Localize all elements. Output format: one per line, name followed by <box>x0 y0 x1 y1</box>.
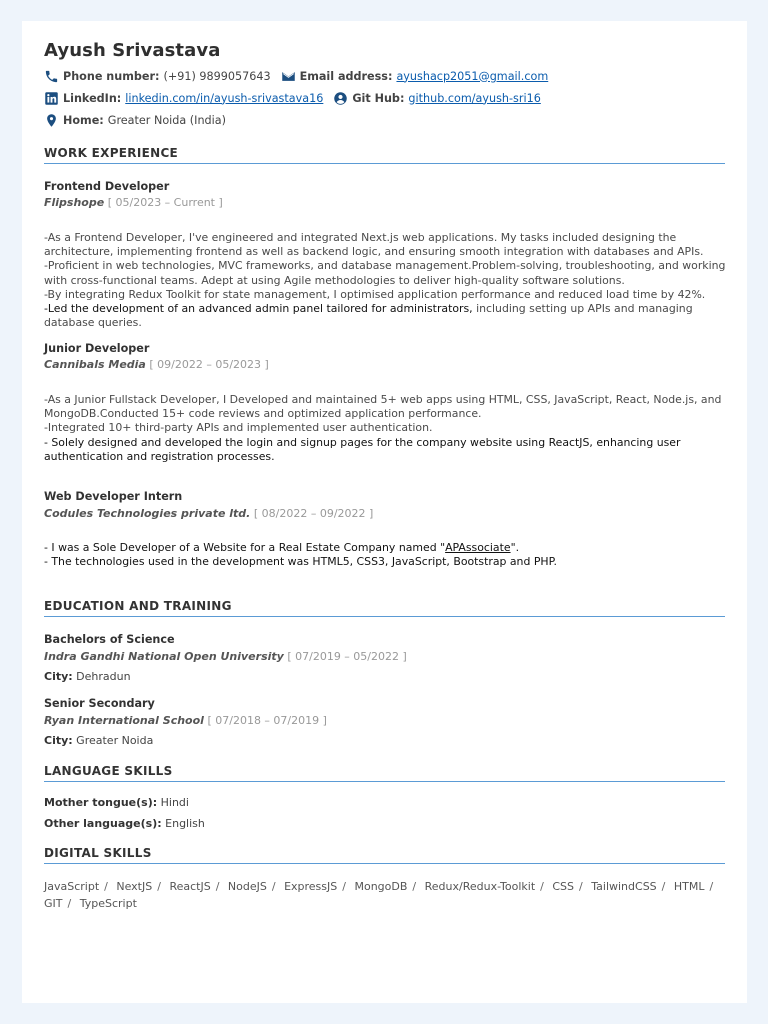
job-bullet: -Integrated 10+ third-party APIs and implemented user authentication. <box>44 421 433 435</box>
skill-item: NodeJS <box>227 880 267 893</box>
skill-separator: / <box>67 897 72 910</box>
phone-value: (+91) 9899057643 <box>163 69 271 83</box>
school-dates: [ 07/2019 – 05/2022 ] <box>287 650 407 663</box>
skill-item: MongoDB <box>354 880 408 893</box>
home-label: Home: <box>63 113 104 127</box>
user-circle-icon <box>333 91 348 106</box>
job-org: Codules Technologies private ltd. <box>44 507 251 520</box>
job-description <box>44 541 734 569</box>
skill-separator: / <box>104 880 108 893</box>
skill-separator: / <box>579 880 583 893</box>
github-label: Git Hub: <box>352 91 405 105</box>
job-org-dates <box>44 507 373 520</box>
job-dates: [ 05/2023 – Current ] <box>107 196 223 209</box>
skill-separator: / <box>271 880 276 893</box>
job-org-dates <box>44 196 223 209</box>
skill-separator: / <box>157 880 161 893</box>
school-city: City: Dehradun <box>44 670 131 683</box>
job-description <box>44 393 734 464</box>
linkedin-icon <box>44 91 59 106</box>
skill-item: TypeScript <box>79 897 137 910</box>
candidate-name: Ayush Srivastava <box>44 40 221 61</box>
section-title-work: WORK EXPERIENCE <box>44 146 725 164</box>
section-title-languages: LANGUAGE SKILLS <box>44 764 725 782</box>
skill-item: JavaScript <box>44 880 100 893</box>
job-org-dates <box>44 358 269 371</box>
other-languages: Other language(s): English <box>44 817 205 830</box>
skill-separator: / <box>412 880 417 893</box>
skill-separator: / <box>540 880 544 893</box>
skill-separator: / <box>342 880 346 893</box>
skill-item: TailwindCSS <box>591 880 657 893</box>
job-bullet: -As a Junior Fullstack Developer, I Developed and maintained 5+ web apps using HTML, CSS, JavaScript, React, Node.js, and MongoDB.Conducted 15+ code reviews and optimized application performance. <box>44 393 722 421</box>
school-dates: [ 07/2018 – 07/2019 ] <box>207 714 327 727</box>
skill-item: ReactJS <box>169 880 211 893</box>
phone-label: Phone number: <box>63 69 160 83</box>
school-org-dates <box>44 714 327 727</box>
job-title: Web Developer Intern <box>44 490 183 503</box>
job-org: Cannibals Media <box>44 358 146 371</box>
skill-item: GIT <box>44 897 63 910</box>
skill-item: HTML <box>673 880 705 893</box>
skill-item: NextJS <box>116 880 153 893</box>
email-link[interactable]: ayushacp2051@gmail.com <box>396 69 549 83</box>
job-bullet: - I was a Sole Developer of a Website for a Real Estate Company named "APAssociate". <box>44 541 520 554</box>
skill-item: CSS <box>552 880 575 893</box>
job-bullet: - Solely designed and developed the login and signup pages for the company website using ReactJS, enhancing user authentication and registration processes. <box>44 435 681 463</box>
mother-tongue: Mother tongue(s): Hindi <box>44 796 189 809</box>
resume-page <box>22 21 747 1003</box>
section-title-education: EDUCATION AND TRAINING <box>44 599 725 617</box>
email-label: Email address: <box>299 69 393 83</box>
linkedin-label: LinkedIn: <box>63 91 122 105</box>
contact-row-1 <box>44 68 548 84</box>
job-dates: [ 09/2022 – 05/2023 ] <box>149 358 269 371</box>
job-bullet: -Proficient in web technologies, MVC frameworks, and database management.Problem-solving, troubleshooting, and working with cross-functional teams. Adept at using Agile methodologies to deliver high-quality software solutions. <box>44 259 726 287</box>
school-city: City: Greater Noida <box>44 734 154 747</box>
skill-item: ExpressJS <box>284 880 338 893</box>
email-icon <box>281 69 296 84</box>
job-org: Flipshope <box>44 196 105 209</box>
home-value: Greater Noida (India) <box>107 113 226 127</box>
school-org-dates <box>44 650 407 663</box>
school-name: Ryan International School <box>44 714 204 727</box>
apassociate-link[interactable]: APAssociate <box>445 541 511 554</box>
digital-skills-list <box>44 878 734 912</box>
job-bullet: -Led the development of an advanced admin panel tailored for administrators, including setting up APIs and managing database queries. <box>44 302 693 330</box>
contact-row-2 <box>44 90 541 106</box>
job-dates: [ 08/2022 – 09/2022 ] <box>253 507 374 520</box>
contact-row-3 <box>44 112 226 128</box>
job-bullet: -As a Frontend Developer, I've engineered and integrated Next.js web applications. My tasks included designing the architecture, implementing frontend as well as backend logic, and ensuring smooth integration with databases and APIs. <box>44 231 704 259</box>
job-bullet: - The technologies used in the development was HTML5, CSS3, JavaScript, Bootstrap and PHP. <box>44 555 557 569</box>
skill-item: Redux/Redux-Toolkit <box>424 880 536 893</box>
job-title: Junior Developer <box>44 342 150 355</box>
school-name: Indra Gandhi National Open University <box>44 650 284 663</box>
job-bullet: -By integrating Redux Toolkit for state management, I optimised application performance and reduced load time by 42%. <box>44 287 706 301</box>
phone-icon <box>44 69 59 84</box>
github-link[interactable]: github.com/ayush-sri16 <box>408 91 541 105</box>
section-title-digital: DIGITAL SKILLS <box>44 846 725 864</box>
linkedin-link[interactable]: linkedin.com/in/ayush-srivastava16 <box>125 91 324 105</box>
skill-separator: / <box>661 880 666 893</box>
skill-separator: / <box>709 880 714 893</box>
job-title: Frontend Developer <box>44 180 170 193</box>
degree-title: Bachelors of Science <box>44 633 175 646</box>
location-pin-icon <box>44 113 59 128</box>
job-description <box>44 231 734 330</box>
skill-separator: / <box>215 880 220 893</box>
degree-title: Senior Secondary <box>44 697 155 710</box>
